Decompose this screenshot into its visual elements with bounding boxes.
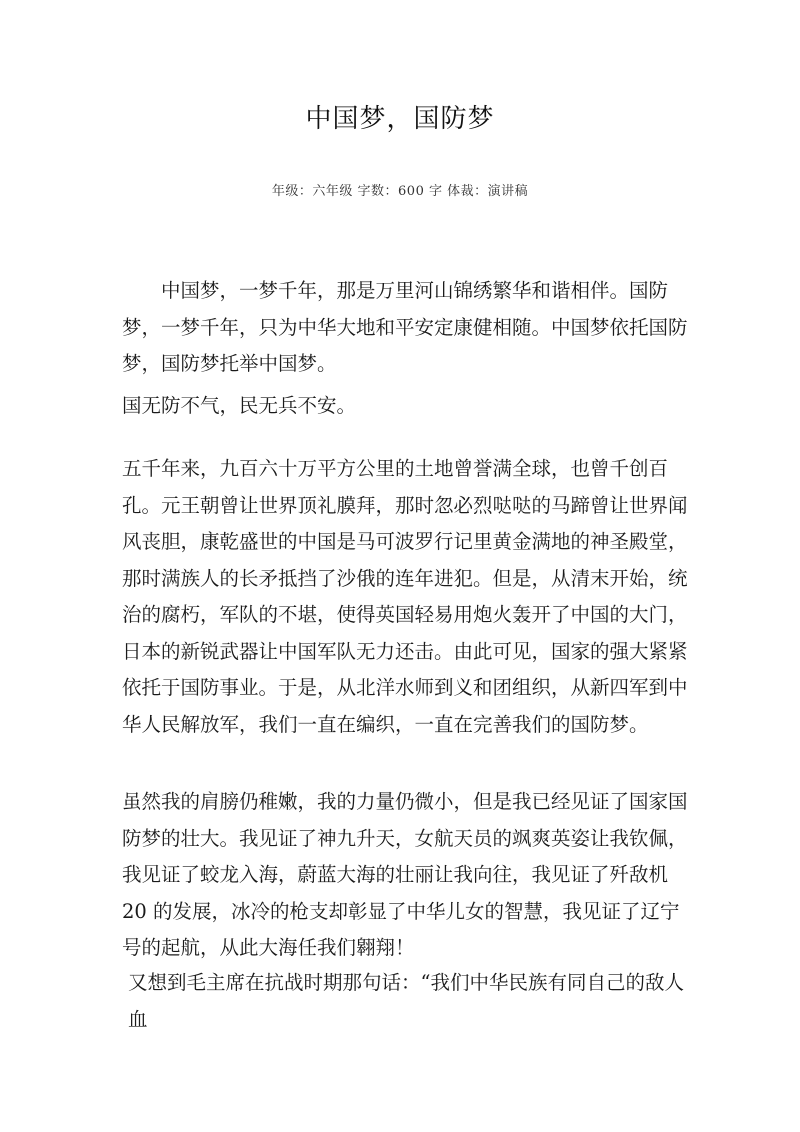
paragraph-2: 国无防不气，民无兵不安。 xyxy=(122,394,357,417)
paragraph-4: 虽然我的肩膀仍稚嫩，我的力量仍微小，但是我已经见证了国家国防梦的壮大。我见证了神九升天，女航天员的飒爽英姿让我钦佩，我见证了蛟龙入海，蔚蓝大海的壮丽让我向往，我见证了歼敌机 20 的发展，冰冷的枪支却彰显了中华儿女的智慧，我见证了辽宁号的起航，从此大海任我们翱翔！ xyxy=(122,790,688,959)
paragraph-3: 五千年来，九百六十万平方公里的土地曾誉满全球，也曾千创百孔。元王朝曾让世界顶礼膜拜，那时忽必烈哒哒的马蹄曾让世界闻风丧胆，康乾盛世的中国是马可波罗行记里黄金满地的神圣殿堂，那时满族人的长矛抵挡了沙俄的连年进犯。但是，从清末开始，统治的腐朽，军队的不堪，使得英国轻易用炮火轰开了中国的大门，日本的新锐武器让中国军队无力还击。由此可见，国家的强大紧紧依托于国防事业。于是，从北洋水师到义和团组织，从新四军到中华人民解放军，我们一直在编织，一直在完善我们的国防梦。 xyxy=(122,457,688,736)
paragraph-1: 中国梦，一梦千年，那是万里河山锦绣繁华和谐相伴。国防梦，一梦千年，只为中华大地和平安定康健相随。中国梦依托国防梦，国防梦托举中国梦。 xyxy=(122,279,688,375)
paragraph-5: 又想到毛主席在抗战时期那句话：“我们中华民族有同自己的敌人血 xyxy=(128,971,684,1031)
document-title: 中国梦，国防梦 xyxy=(305,104,495,134)
document-meta: 年级：六年级 字数：600 字 体裁：演讲稿 xyxy=(271,184,529,199)
